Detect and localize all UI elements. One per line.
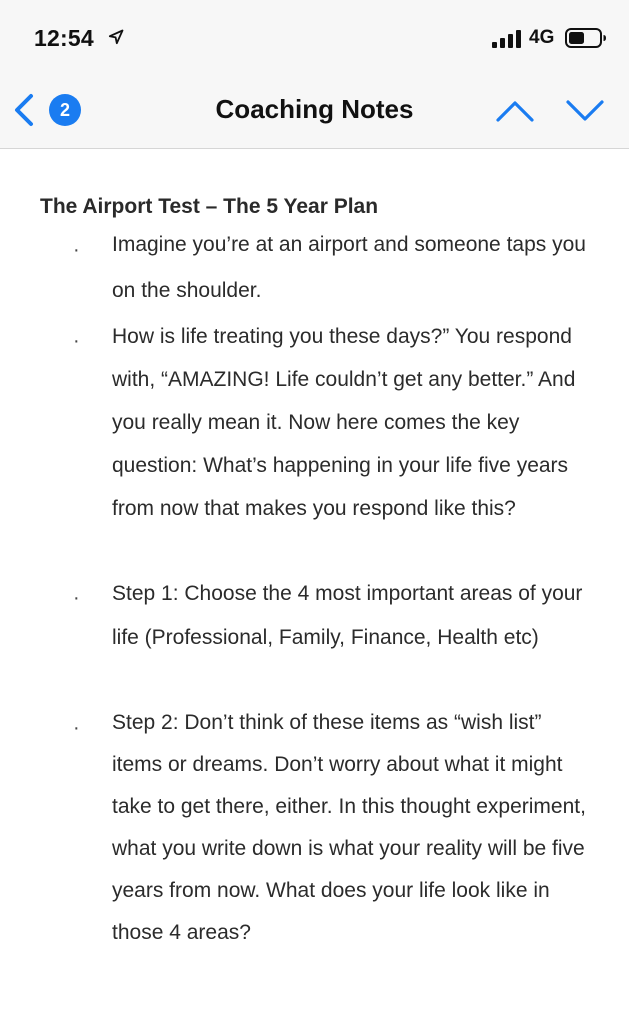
page-title: Coaching Notes [215, 94, 414, 124]
signal-bars-icon [492, 30, 522, 48]
chevron-left-icon[interactable] [10, 90, 40, 130]
bullet-text: How is life treating you these days?” You respond with, “AMAZING! Life couldn’t get any better.” And you really mean it. Now here comes the key question: What’s happening in your life five years from now that makes you respond like this? [112, 325, 576, 520]
bullet-text: Imagine you’re at an airport and someone taps you on the shoulder. [112, 233, 586, 302]
status-time: 12:54 [34, 25, 94, 51]
navigation-bar [0, 72, 629, 149]
network-type: 4G [529, 27, 555, 48]
status-bar [0, 0, 629, 72]
chevron-down-icon[interactable] [564, 96, 606, 126]
unread-count-badge[interactable]: 2 [49, 94, 81, 126]
bullet-marker: · [73, 587, 80, 609]
note-heading: The Airport Test – The 5 Year Plan [40, 195, 379, 218]
battery-icon [565, 28, 607, 48]
bullet-text: Step 2: Don’t think of these items as “wish list” items or dreams. Don’t worry about what it might take to get there, either. In this thought experiment, what you write down is what your reality will be five years from now. What does your life look like in those 4 areas? [112, 711, 586, 944]
location-arrow-icon [108, 29, 124, 45]
bullet-marker: · [73, 239, 80, 261]
chevron-up-icon[interactable] [494, 96, 536, 126]
bullet-marker: · [73, 330, 80, 352]
bullet-marker: · [73, 717, 80, 739]
bullet-text: Step 1: Choose the 4 most important areas of your life (Professional, Family, Finance, Health etc) [112, 582, 583, 649]
